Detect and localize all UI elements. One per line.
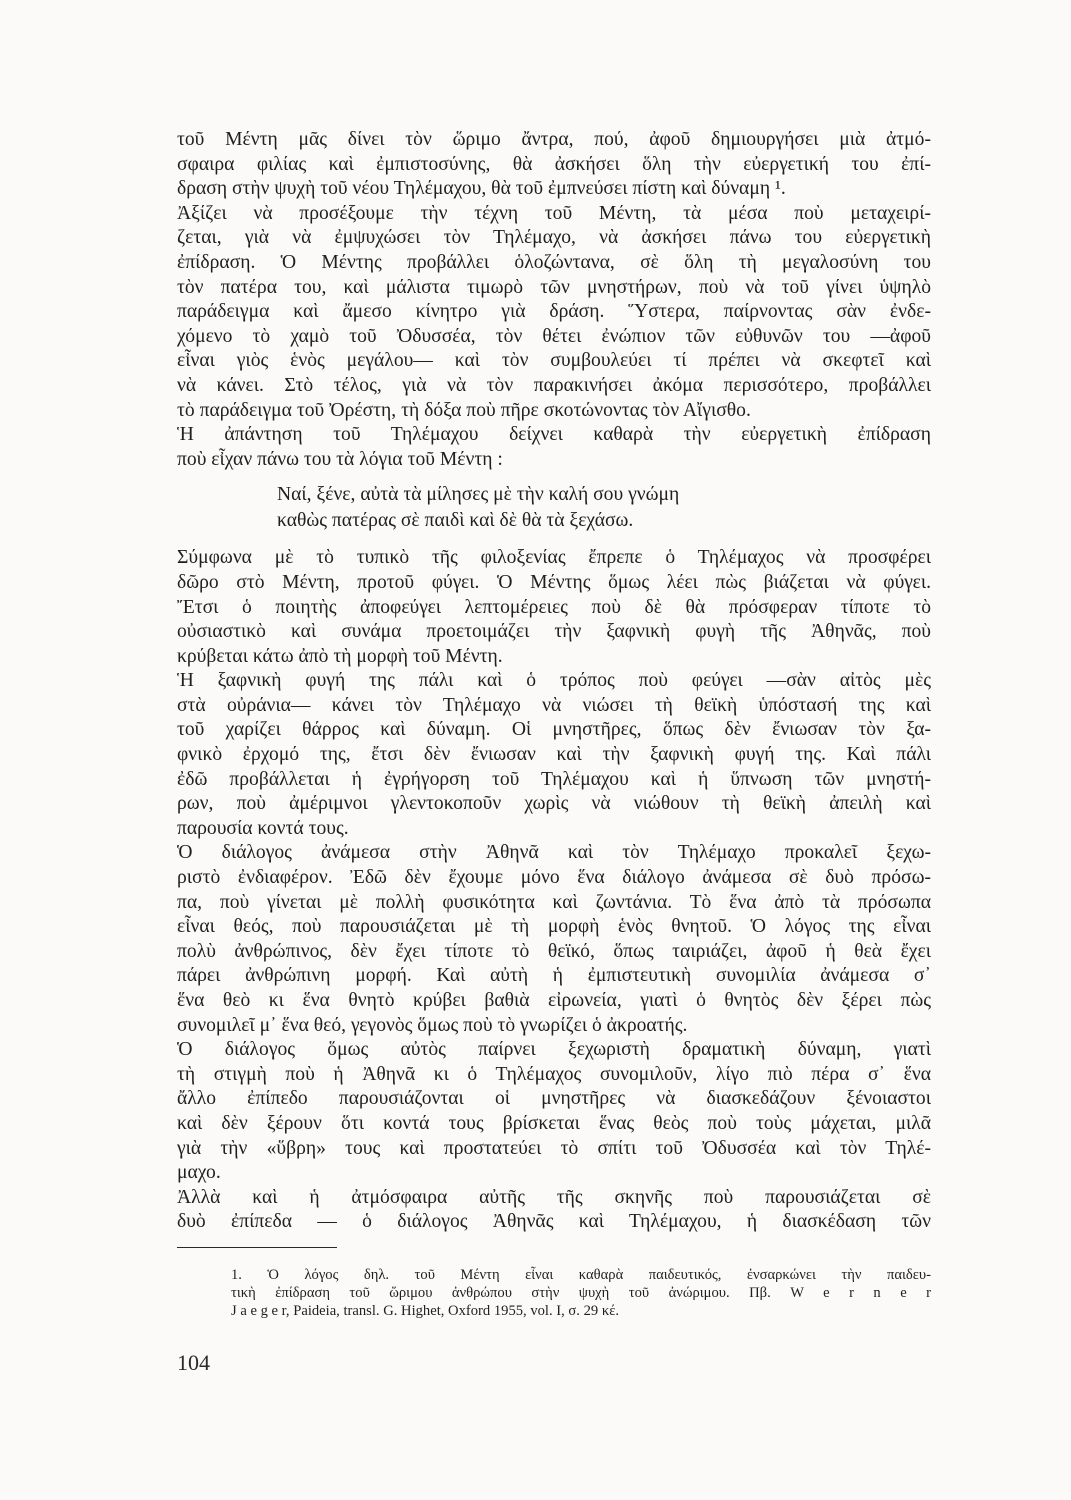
footnote-rule — [177, 1247, 337, 1248]
text-line: πάρει ἀνθρώπινη μορφή. Καὶ αὐτὴ ἡ ἐμπιστευτικὴ συνομιλία ἀνάμεσα σ᾽ — [177, 965, 931, 987]
page-number: 104 — [177, 1350, 210, 1375]
text-line: Ὁ διάλογος ὅμως αὐτὸς παίρνει ξεχωριστὴ δραματικὴ δύναμη, γιατὶ — [177, 1039, 931, 1061]
footnote-line: τικὴ ἐπίδραση τοῦ ὥριμου ἀνθρώπου στὴν ψυχὴ τοῦ ἀνώριμου. Πβ. W e r n e r — [231, 1285, 931, 1301]
text-line: πολὺ ἀνθρώπινος, δὲν ἔχει τίποτε τὸ θεϊκό, ὅπως ταιριάζει, ἀφοῦ ἡ θεὰ ἔχει — [177, 940, 931, 962]
text-line: δυὸ ἐπίπεδα — ὁ διάλογος Ἀθηνᾶς καὶ Τηλέμαχου, ἡ διασκέδαση τῶν — [177, 1211, 931, 1233]
text-line: τὸν πατέρα του, καὶ μάλιστα τιμωρὸ τῶν μνηστήρων, ποὺ νὰ τοῦ γίνει ὑψηλὸ — [177, 276, 931, 298]
text-line: τοῦ χαρίζει θάρρος καὶ δύναμη. Οἱ μνηστῆρες, ὅπως δὲν ἔνιωσαν τὸν ξα- — [177, 719, 931, 741]
text-line: φνικὸ ἐρχομό της, ἔτσι δὲν ἔνιωσαν καὶ τὴν ξαφνικὴ φυγή της. Καὶ πάλι — [177, 744, 931, 766]
paragraph-7 — [177, 1038, 931, 1186]
text-line: καὶ δὲν ξέρουν ὅτι κοντά τους βρίσκεται ἕνας θεὸς ποὺ τοὺς μάχεται, μιλᾶ — [177, 1112, 931, 1134]
text-line: παράδειγμα καὶ ἄμεσο κίνητρο γιὰ δράση. Ὕστερα, παίρνοντας σὰν ἐνδε- — [177, 301, 931, 323]
text-line: Ἔτσι ὁ ποιητὴς ἀποφεύγει λεπτομέρειες ποὺ δὲ θὰ πρόσφεραν τίποτε τὸ — [177, 596, 931, 618]
text-line: ἄλλο ἐπίπεδο παρουσιάζονται οἱ μνηστῆρες νὰ διασκεδάζουν ξένοιαστοι — [177, 1088, 931, 1110]
text-line: ζεται, γιὰ νὰ ἐμψυχώσει τὸν Τηλέμαχο, νὰ ἀσκήσει πάνω του εὐεργετικὴ — [177, 227, 931, 249]
footnote — [231, 1266, 931, 1320]
text-line: Ὁ διάλογος ἀνάμεσα στὴν Ἀθηνᾶ καὶ τὸν Τηλέμαχο προκαλεῖ ξεχω- — [177, 842, 931, 864]
paragraph-6 — [177, 841, 931, 1038]
paragraph-4 — [177, 546, 931, 669]
text-line: Σύμφωνα μὲ τὸ τυπικὸ τῆς φιλοξενίας ἔπρεπε ὁ Τηλέμαχος νὰ προσφέρει — [177, 547, 931, 569]
paragraph-5 — [177, 669, 931, 841]
text-line: παρουσία κοντά τους. — [177, 817, 349, 839]
text-line: ἐδῶ προβάλλεται ἡ ἐγρήγορση τοῦ Τηλέμαχου καὶ ἡ ὕπνωση τῶν μνηστή- — [177, 768, 931, 790]
text-line: στὰ οὐράνια— κάνει τὸν Τηλέμαχο νὰ νιώσει τὴ θεϊκὴ ὑπόστασή της καὶ — [177, 694, 931, 716]
paragraph-3 — [177, 423, 931, 472]
text-line: ἕνα θεὸ κι ἕνα θνητὸ κρύβει βαθιὰ εἰρωνεία, γιατὶ ὁ θνητὸς δὲν ξέρει πὼς — [177, 990, 931, 1011]
text-line: εἶναι γιὸς ἑνὸς μεγάλου— καὶ τὸν συμβουλεύει τί πρέπει νὰ σκεφτεῖ καὶ — [177, 350, 931, 372]
text-line: δῶρο στὸ Μέντη, προτοῦ φύγει. Ὁ Μέντης ὅμως λέει πὼς βιάζεται νὰ φύγει. — [177, 571, 931, 593]
text-line: Ἀξίζει νὰ προσέξουμε τὴν τέχνη τοῦ Μέντη, τὰ μέσα ποὺ μεταχειρί- — [177, 202, 931, 224]
text-line: κρύβεται κάτω ἀπὸ τὴ μορφὴ τοῦ Μέντη. — [177, 645, 503, 667]
text-line: χόμενο τὸ χαμὸ τοῦ Ὀδυσσέα, τὸν θέτει ἐνώπιον τῶν εὐθυνῶν του —ἀφοῦ — [177, 325, 931, 347]
text-line: ἐπίδραση. Ὁ Μέντης προβάλλει ὁλοζώντανα, σὲ ὅλη τὴ μεγαλοσύνη του — [177, 251, 931, 273]
text-line: Ἀλλὰ καὶ ἡ ἀτμόσφαιρα αὐτῆς τῆς σκηνῆς ποὺ παρουσιάζεται σὲ — [177, 1186, 931, 1208]
text-line: τὴ στιγμὴ ποὺ ἡ Ἀθηνᾶ κι ὁ Τηλέμαχος συνομιλοῦν, λίγο πιὸ πέρα σ᾽ ἕνα — [177, 1063, 931, 1085]
verse-quote — [277, 482, 931, 534]
text-line: γιὰ τὴν «ὕβρη» τους καὶ προστατεύει τὸ σπίτι τοῦ Ὀδυσσέα καὶ τὸν Τηλέ- — [177, 1137, 931, 1159]
paragraph-8 — [177, 1186, 931, 1235]
text-line: σφαιρα φιλίας καὶ ἐμπιστοσύνης, θὰ ἀσκήσει ὅλη τὴν εὐεργετική του ἐπί- — [177, 153, 931, 175]
text-line: μαχο. — [177, 1162, 221, 1184]
quote-line: Ναί, ξένε, αὐτὰ τὰ μίλησες μὲ τὴν καλή σου γνώμη — [277, 484, 680, 506]
text-line: τοῦ Μέντη μᾶς δίνει τὸν ὥριμο ἄντρα, πού, ἀφοῦ δημιουργήσει μιὰ ἀτμό- — [177, 129, 931, 150]
text-line: Ἡ ξαφνικὴ φυγή της πάλι καὶ ὁ τρόπος ποὺ φεύγει —σὰν αἰτὸς μὲς — [177, 670, 931, 692]
text-line: συνομιλεῖ μ᾽ ἕνα θεό, γεγονὸς ὅμως ποὺ τὸ γνωρίζει ὁ ἀκροατής. — [177, 1014, 688, 1036]
footnote-line: 1. Ὁ λόγος δηλ. τοῦ Μέντη εἶναι καθαρὰ παιδευτικός, ἐνσαρκώνει τὴν παιδευ- — [231, 1267, 931, 1283]
paragraph-1 — [177, 128, 931, 202]
text-line: νὰ κάνει. Στὸ τέλος, γιὰ νὰ τὸν παρακινήσει ἀκόμα περισσότερο, προβάλλει — [177, 374, 931, 396]
text-line: ρων, ποὺ ἀμέριμνοι γλεντοκοποῦν χωρὶς νὰ νιώθουν τὴ θεϊκὴ ἀπειλὴ καὶ — [177, 793, 931, 815]
text-line: πα, ποὺ γίνεται μὲ πολλὴ φυσικότητα καὶ ζωντάνια. Τὸ ἕνα ἀπὸ τὰ πρόσωπα — [177, 891, 931, 913]
text-line: εἶναι θεός, ποὺ παρουσιάζεται μὲ τὴ μορφὴ ἑνὸς θνητοῦ. Ὁ λόγος της εἶναι — [177, 916, 931, 938]
paragraph-2 — [177, 202, 931, 423]
text-line: ριστὸ ἐνδιαφέρον. Ἐδῶ δὲν ἔχουμε μόνο ἕνα διάλογο ἀνάμεσα σὲ δυὸ πρόσω- — [177, 867, 931, 889]
text-line: δραση στὴν ψυχὴ τοῦ νέου Τηλέμαχου, θὰ τοῦ ἐμπνεύσει πίστη καὶ δύναμη ¹. — [177, 178, 786, 200]
body-text — [177, 128, 931, 1235]
text-line: ποὺ εἶχαν πάνω του τὰ λόγια τοῦ Μέντη : — [177, 448, 503, 470]
footnote-line: J a e g e r, Paideia, transl. G. Highet, Oxford 1955, vol. I, σ. 29 κέ. — [231, 1303, 619, 1319]
text-line: τὸ παράδειγμα τοῦ Ὀρέστη, τὴ δόξα ποὺ πῆρε σκοτώνοντας τὸν Αἴγισθο. — [177, 399, 751, 421]
text-line: οὐσιαστικὸ καὶ συνάμα προετοιμάζει τὴν ξαφνικὴ φυγὴ τῆς Ἀθηνᾶς, ποὺ — [177, 621, 931, 643]
quote-line: καθὼς πατέρας σὲ παιδὶ καὶ δὲ θὰ τὰ ξεχάσω. — [277, 510, 634, 532]
text-line: Ἡ ἀπάντηση τοῦ Τηλέμαχου δείχνει καθαρὰ τὴν εὐεργετικὴ ἐπίδραση — [177, 424, 931, 446]
